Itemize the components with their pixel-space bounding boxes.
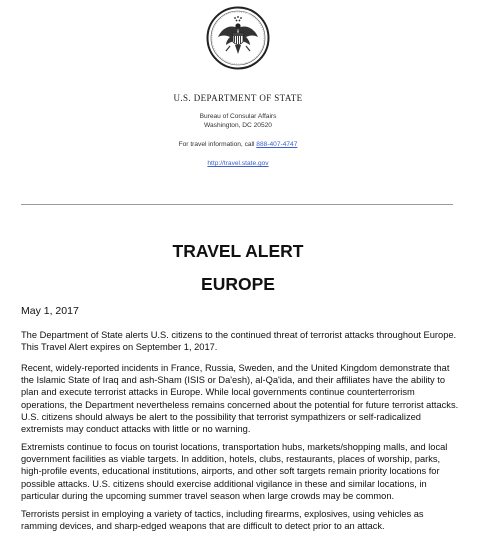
paragraph-1 xyxy=(21,329,461,353)
alert-title: TRAVEL ALERT xyxy=(172,241,304,261)
bureau-address: Washington, DC 20520 xyxy=(204,122,272,129)
paragraph-text: Terrorists persist in employing a variety of tactics, including firearms, explosives, using vehicles as ramming devices, and sharp-edged weapons that are difficult to detect prior to an attack. xyxy=(21,509,424,532)
alert-region: EUROPE xyxy=(201,274,275,294)
paragraph-4 xyxy=(21,508,461,532)
paragraph-text: The Department of State alerts U.S. citizens to the continued threat of terrorist attacks throughout Europe. This Travel Alert expires on September 1, 2017. xyxy=(21,330,457,353)
paragraph-2 xyxy=(21,362,461,435)
department-name: U.S. DEPARTMENT OF STATE xyxy=(173,93,303,103)
phone-link[interactable]: 888-407-4747 xyxy=(256,141,298,148)
paragraph-text: Extremists continue to focus on tourist locations, transportation hubs, markets/shopping malls, and local government facilities as viable targets. In addition, hotels, clubs, restaurants, places of worship, parks, high-profile events, educational institutions, airports, and other soft targets remain priority locations for possible attacks. U.S. citizens should exercise additional vigilance in these and similar locations, in particular during the upcoming summer travel season when large crowds may be common. xyxy=(21,442,448,501)
alert-date: May 1, 2017 xyxy=(21,305,79,317)
header-divider xyxy=(21,204,453,205)
paragraph-text: Recent, widely-reported incidents in France, Russia, Sweden, and the United Kingdom demonstrate that the Islamic State of Iraq and ash-Sham (ISIS or Da'esh), al-Qa'ida, and their affiliates have the ability to plan and execute terrorist attacks in Europe. While local governments continue counterterrorism operations, the Department nevertheless remains concerned about the potential for future terrorist attacks. U.S. citizens should always be alert to the possibility that terrorist sympathizers or self-radicalized extremists may conduct attacks with little or no warning. xyxy=(21,363,459,435)
bureau-name: Bureau of Consular Affairs xyxy=(199,113,277,120)
great-seal-icon xyxy=(206,6,270,70)
website-line xyxy=(0,160,476,167)
paragraph-3 xyxy=(21,441,461,502)
travel-info-label: For travel information, call xyxy=(178,141,257,148)
website-link[interactable]: http://travel.state.gov xyxy=(207,160,269,167)
travel-info-line xyxy=(0,141,476,148)
